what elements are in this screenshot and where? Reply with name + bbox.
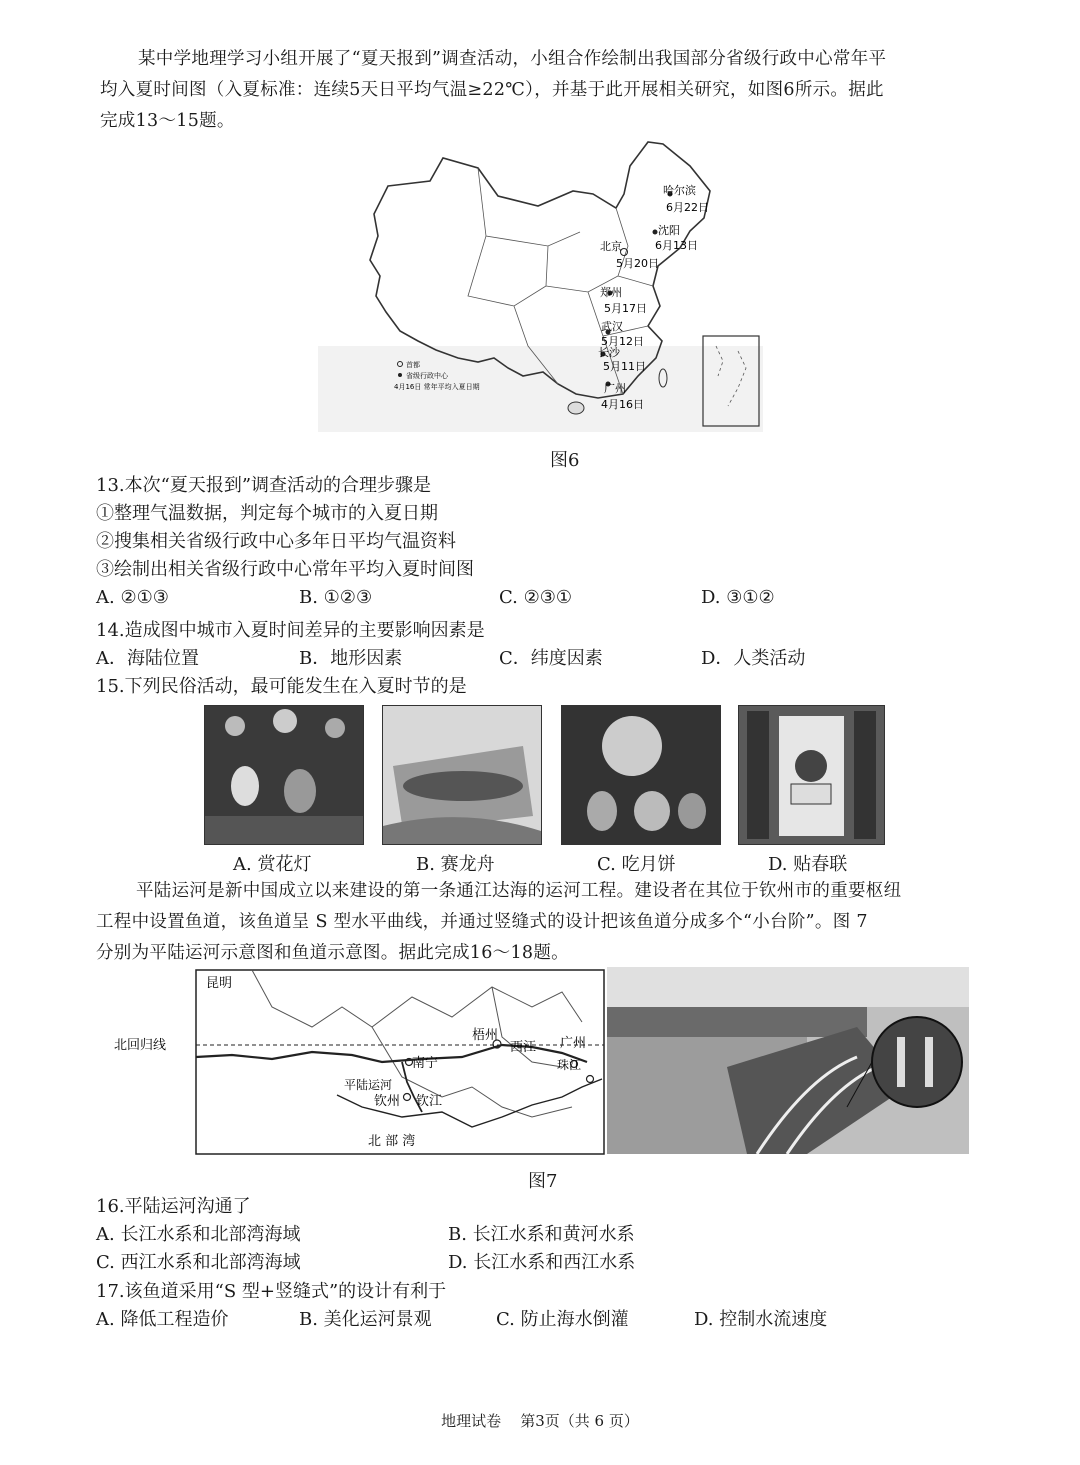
legend-capital: 首都 xyxy=(406,361,420,369)
q15-stem: 15.下列民俗活动，最可能发生在入夏时节的是 xyxy=(96,676,467,697)
question-17 xyxy=(96,1278,996,1334)
lantern-illustration xyxy=(205,706,363,844)
intro1-line2: 均入夏时间图（入夏标准：连续5天日平均气温≥22℃），并基于此开展相关研究，如图6所示。据此 xyxy=(100,80,884,100)
canal-map-svg xyxy=(112,967,606,1157)
figure-6-map xyxy=(318,136,763,432)
q15-option-b[interactable]: B. 赛龙舟 xyxy=(416,854,495,875)
q15-image-lanterns xyxy=(204,705,364,845)
city-shenyang: 沈阳 xyxy=(658,224,680,237)
label-beibuwan: 北 部 湾 xyxy=(368,1134,416,1149)
city-guangzhou: 广州 xyxy=(604,382,626,395)
q15-image-dragon-boat xyxy=(382,705,542,845)
label-canal: 平陆运河 xyxy=(344,1078,393,1092)
question-14 xyxy=(96,617,996,673)
q17-stem: 17.该鱼道采用“S 型+竖缝式”的设计有利于 xyxy=(96,1281,447,1302)
city-beijing: 北京 xyxy=(600,240,622,253)
intro1-line1: 某中学地理学习小组开展了“夏天报到”调查活动，小组合作绘制出我国部分省级行政中心常年平 xyxy=(138,49,887,69)
q14-stem: 14.造成图中城市入夏时间差异的主要影响因素是 xyxy=(96,620,485,641)
label-wuzhou: 梧州 xyxy=(472,1028,499,1043)
q17-options xyxy=(96,1306,996,1334)
date-shenyang: 6月13日 xyxy=(655,239,698,252)
q13-option-a[interactable]: A. ②①③ xyxy=(96,587,169,608)
label-guangzhou: 广州 xyxy=(560,1036,587,1051)
question-13 xyxy=(96,472,996,612)
label-nanning: 南宁 xyxy=(412,1056,439,1071)
q13-option-b[interactable]: B. ①②③ xyxy=(299,587,373,608)
label-qinjiang: 钦江 xyxy=(416,1094,443,1109)
label-kunming: 昆明 xyxy=(206,976,233,991)
legend-provincial: 省级行政中心 xyxy=(406,372,448,380)
date-changsha: 5月11日 xyxy=(603,360,646,373)
q13-item-1: ①整理气温数据，判定每个城市的入夏日期 xyxy=(96,503,438,524)
china-map-svg xyxy=(318,136,763,432)
q15-option-d[interactable]: D. 贴春联 xyxy=(768,854,848,875)
q13-item-2: ②搜集相关省级行政中心多年日平均气温资料 xyxy=(96,531,456,552)
q13-stem: 13.本次“夏天报到”调查活动的合理步骤是 xyxy=(96,475,432,496)
date-beijing: 5月20日 xyxy=(616,257,659,270)
q14-options xyxy=(96,645,996,673)
figure-7-canal-map xyxy=(112,967,606,1157)
figure-6-caption: 图6 xyxy=(550,450,580,471)
q14-option-c[interactable]: C．纬度因素 xyxy=(499,648,603,669)
q13-option-d[interactable]: D. ③①② xyxy=(701,587,775,608)
figure-7-fishway-photo xyxy=(607,967,969,1154)
q17-option-d[interactable]: D. 控制水流速度 xyxy=(694,1309,828,1330)
page-footer: 地理试卷 第3页（共 6 页） xyxy=(441,1412,639,1430)
intro-paragraph-1 xyxy=(100,44,1000,137)
couplets-illustration xyxy=(739,706,884,844)
q15-option-c[interactable]: C. 吃月饼 xyxy=(597,854,676,875)
q16-option-d[interactable]: D. 长江水系和西江水系 xyxy=(448,1252,636,1273)
city-wuhan: 武汉 xyxy=(601,320,623,333)
dragon-boat-illustration xyxy=(383,706,541,844)
q17-option-a[interactable]: A. 降低工程造价 xyxy=(96,1309,229,1330)
q16-options-row2 xyxy=(96,1249,996,1277)
q15-option-a[interactable]: A. 赏花灯 xyxy=(233,854,312,875)
q16-stem: 16.平陆运河沟通了 xyxy=(96,1196,251,1217)
q13-item-3: ③绘制出相关省级行政中心常年平均入夏时间图 xyxy=(96,559,474,580)
q13-option-c[interactable]: C. ②③① xyxy=(499,587,572,608)
intro2-line3: 分别为平陆运河示意图和鱼道示意图。据此完成16～18题。 xyxy=(96,943,569,963)
hainan-island xyxy=(568,402,584,414)
label-xijiang: 西江 xyxy=(510,1040,537,1055)
fishway-photo-svg xyxy=(607,967,969,1154)
q15-image-mooncake xyxy=(561,705,721,845)
date-harbin: 6月22日 xyxy=(666,201,709,214)
date-guangzhou: 4月16日 xyxy=(601,398,644,411)
q14-option-a[interactable]: A．海陆位置 xyxy=(96,648,199,669)
label-zhujiang: 珠江 xyxy=(557,1058,582,1072)
intro1-line3: 完成13～15题。 xyxy=(100,111,235,131)
q13-options xyxy=(96,584,996,612)
q14-option-d[interactable]: D．人类活动 xyxy=(701,648,806,669)
q17-option-b[interactable]: B. 美化运河景观 xyxy=(299,1309,432,1330)
legend-sample: 4月16日 常年平均入夏日期 xyxy=(394,383,480,391)
label-qinzhou: 钦州 xyxy=(374,1094,401,1109)
intro2-line1: 平陆运河是新中国成立以来建设的第一条通江达海的运河工程。建设者在其位于钦州市的重要枢纽 xyxy=(136,881,902,901)
figure-7-caption: 图7 xyxy=(528,1171,558,1192)
date-zhengzhou: 5月17日 xyxy=(604,302,647,315)
date-wuhan: 5月12日 xyxy=(601,335,644,348)
city-harbin: 哈尔滨 xyxy=(663,184,696,197)
q14-option-b[interactable]: B．地形因素 xyxy=(299,648,403,669)
city-changsha: 长沙 xyxy=(598,346,620,359)
q16-option-a[interactable]: A. 长江水系和北部湾海域 xyxy=(96,1224,301,1245)
mooncake-illustration xyxy=(562,706,720,844)
intro2-line2: 工程中设置鱼道，该鱼道呈 S 型水平曲线，并通过竖缝式的设计把该鱼道分成多个“小台阶”。图 7 xyxy=(96,912,868,932)
city-zhengzhou: 郑州 xyxy=(600,286,622,299)
q16-option-b[interactable]: B. 长江水系和黄河水系 xyxy=(448,1224,635,1245)
question-16 xyxy=(96,1193,996,1277)
q16-options-row1 xyxy=(96,1221,996,1249)
tropic-label: 北回归线 xyxy=(114,1038,167,1053)
intro-paragraph-2 xyxy=(96,876,1006,969)
q15-image-couplets xyxy=(738,705,885,845)
q17-option-c[interactable]: C. 防止海水倒灌 xyxy=(496,1309,629,1330)
q16-option-c[interactable]: C. 西江水系和北部湾海域 xyxy=(96,1252,301,1273)
